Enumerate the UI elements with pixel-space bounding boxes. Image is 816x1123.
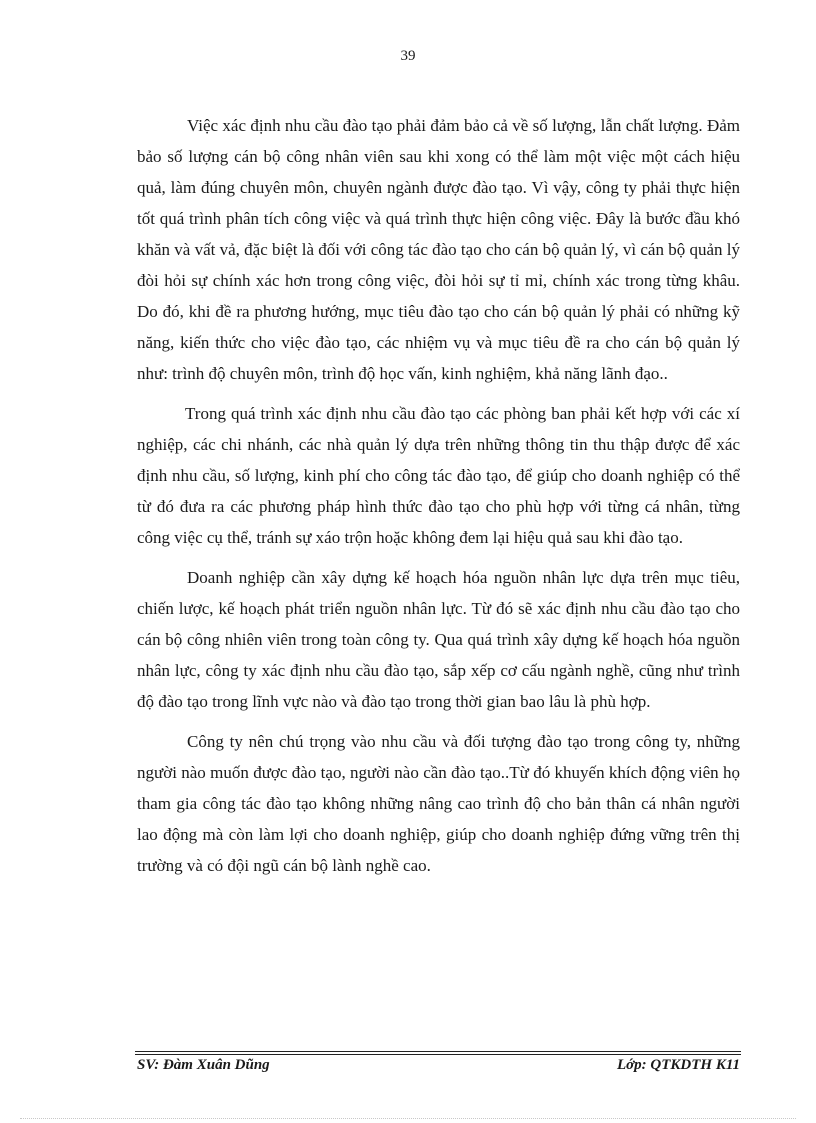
footer-rule-bottom xyxy=(135,1054,741,1055)
footer xyxy=(137,1057,740,1077)
footer-student-name: SV: Đàm Xuân Dũng xyxy=(137,1057,270,1073)
page-edge-divider xyxy=(20,1118,796,1119)
footer-rule-top xyxy=(135,1051,741,1052)
body-text xyxy=(137,110,740,890)
paragraph: Việc xác định nhu cầu đào tạo phải đảm bảo cả về số lượng, lẫn chất lượng. Đảm bảo số lượng cán bộ công nhân viên sau khi xong có thể làm một việc một cách hiệu quả, làm đúng chuyên môn, chuyên ngành được đào tạo. Vì vậy, công ty phải thực hiện tốt quá trình phân tích công việc và quá trình thực hiện công việc. Đây là bước đầu khó khăn và vất vả, đặc biệt là đối với công tác đào tạo cho cán bộ quản lý, vì cán bộ quản lý đòi hỏi sự chính xác hơn trong công việc, đòi hỏi sự tỉ mỉ, chính xác trong từng khâu. Do đó, khi đề ra phương hướng, mục tiêu đào tạo cho cán bộ quản lý phải có những kỹ năng, kiến thức cho việc đào tạo, các nhiệm vụ và mục tiêu đề ra cho cán bộ quản lý như: trình độ chuyên môn, trình độ học vấn, kinh nghiệm, khả năng lãnh đạo.. xyxy=(137,116,740,383)
paragraph: Công ty nên chú trọng vào nhu cầu và đối tượng đào tạo trong công ty, những người nào muốn được đào tạo, người nào cần đào tạo..Từ đó khuyến khích động viên họ tham gia công tác đào tạo không những nâng cao trình độ cho bản thân cá nhân người lao động mà còn làm lợi cho doanh nghiệp, giúp cho doanh nghiệp đứng vững trên thị trường và có đội ngũ cán bộ lành nghề cao. xyxy=(137,732,740,875)
paragraph: Doanh nghiệp cần xây dựng kế hoạch hóa nguồn nhân lực dựa trên mục tiêu, chiến lược, kế hoạch phát triển nguồn nhân lực. Từ đó sẽ xác định nhu cầu đào tạo cho cán bộ công nhiên viên trong toàn công ty. Qua quá trình xây dựng kế hoạch hóa nguồn nhân lực, công ty xác định nhu cầu đào tạo, sắp xếp cơ cấu ngành nghề, cũng như trình độ đào tạo trong lĩnh vực nào và đào tạo trong thời gian bao lâu là phù hợp. xyxy=(137,568,740,711)
paragraph: Trong quá trình xác định nhu cầu đào tạo các phòng ban phải kết hợp với các xí nghiệp, các chi nhánh, các nhà quản lý dựa trên những thông tin thu thập được để xác định nhu cầu, số lượng, kinh phí cho công tác đào tạo, để giúp cho doanh nghiệp có thể từ đó đưa ra các phương pháp hình thức đào tạo cho phù hợp với từng cá nhân, từng công việc cụ thể, tránh sự xáo trộn hoặc không đem lại hiệu quả sau khi đào tạo. xyxy=(137,404,740,547)
page-number: 39 xyxy=(400,48,416,64)
footer-class-name: Lớp: QTKDTH K11 xyxy=(616,1057,740,1073)
